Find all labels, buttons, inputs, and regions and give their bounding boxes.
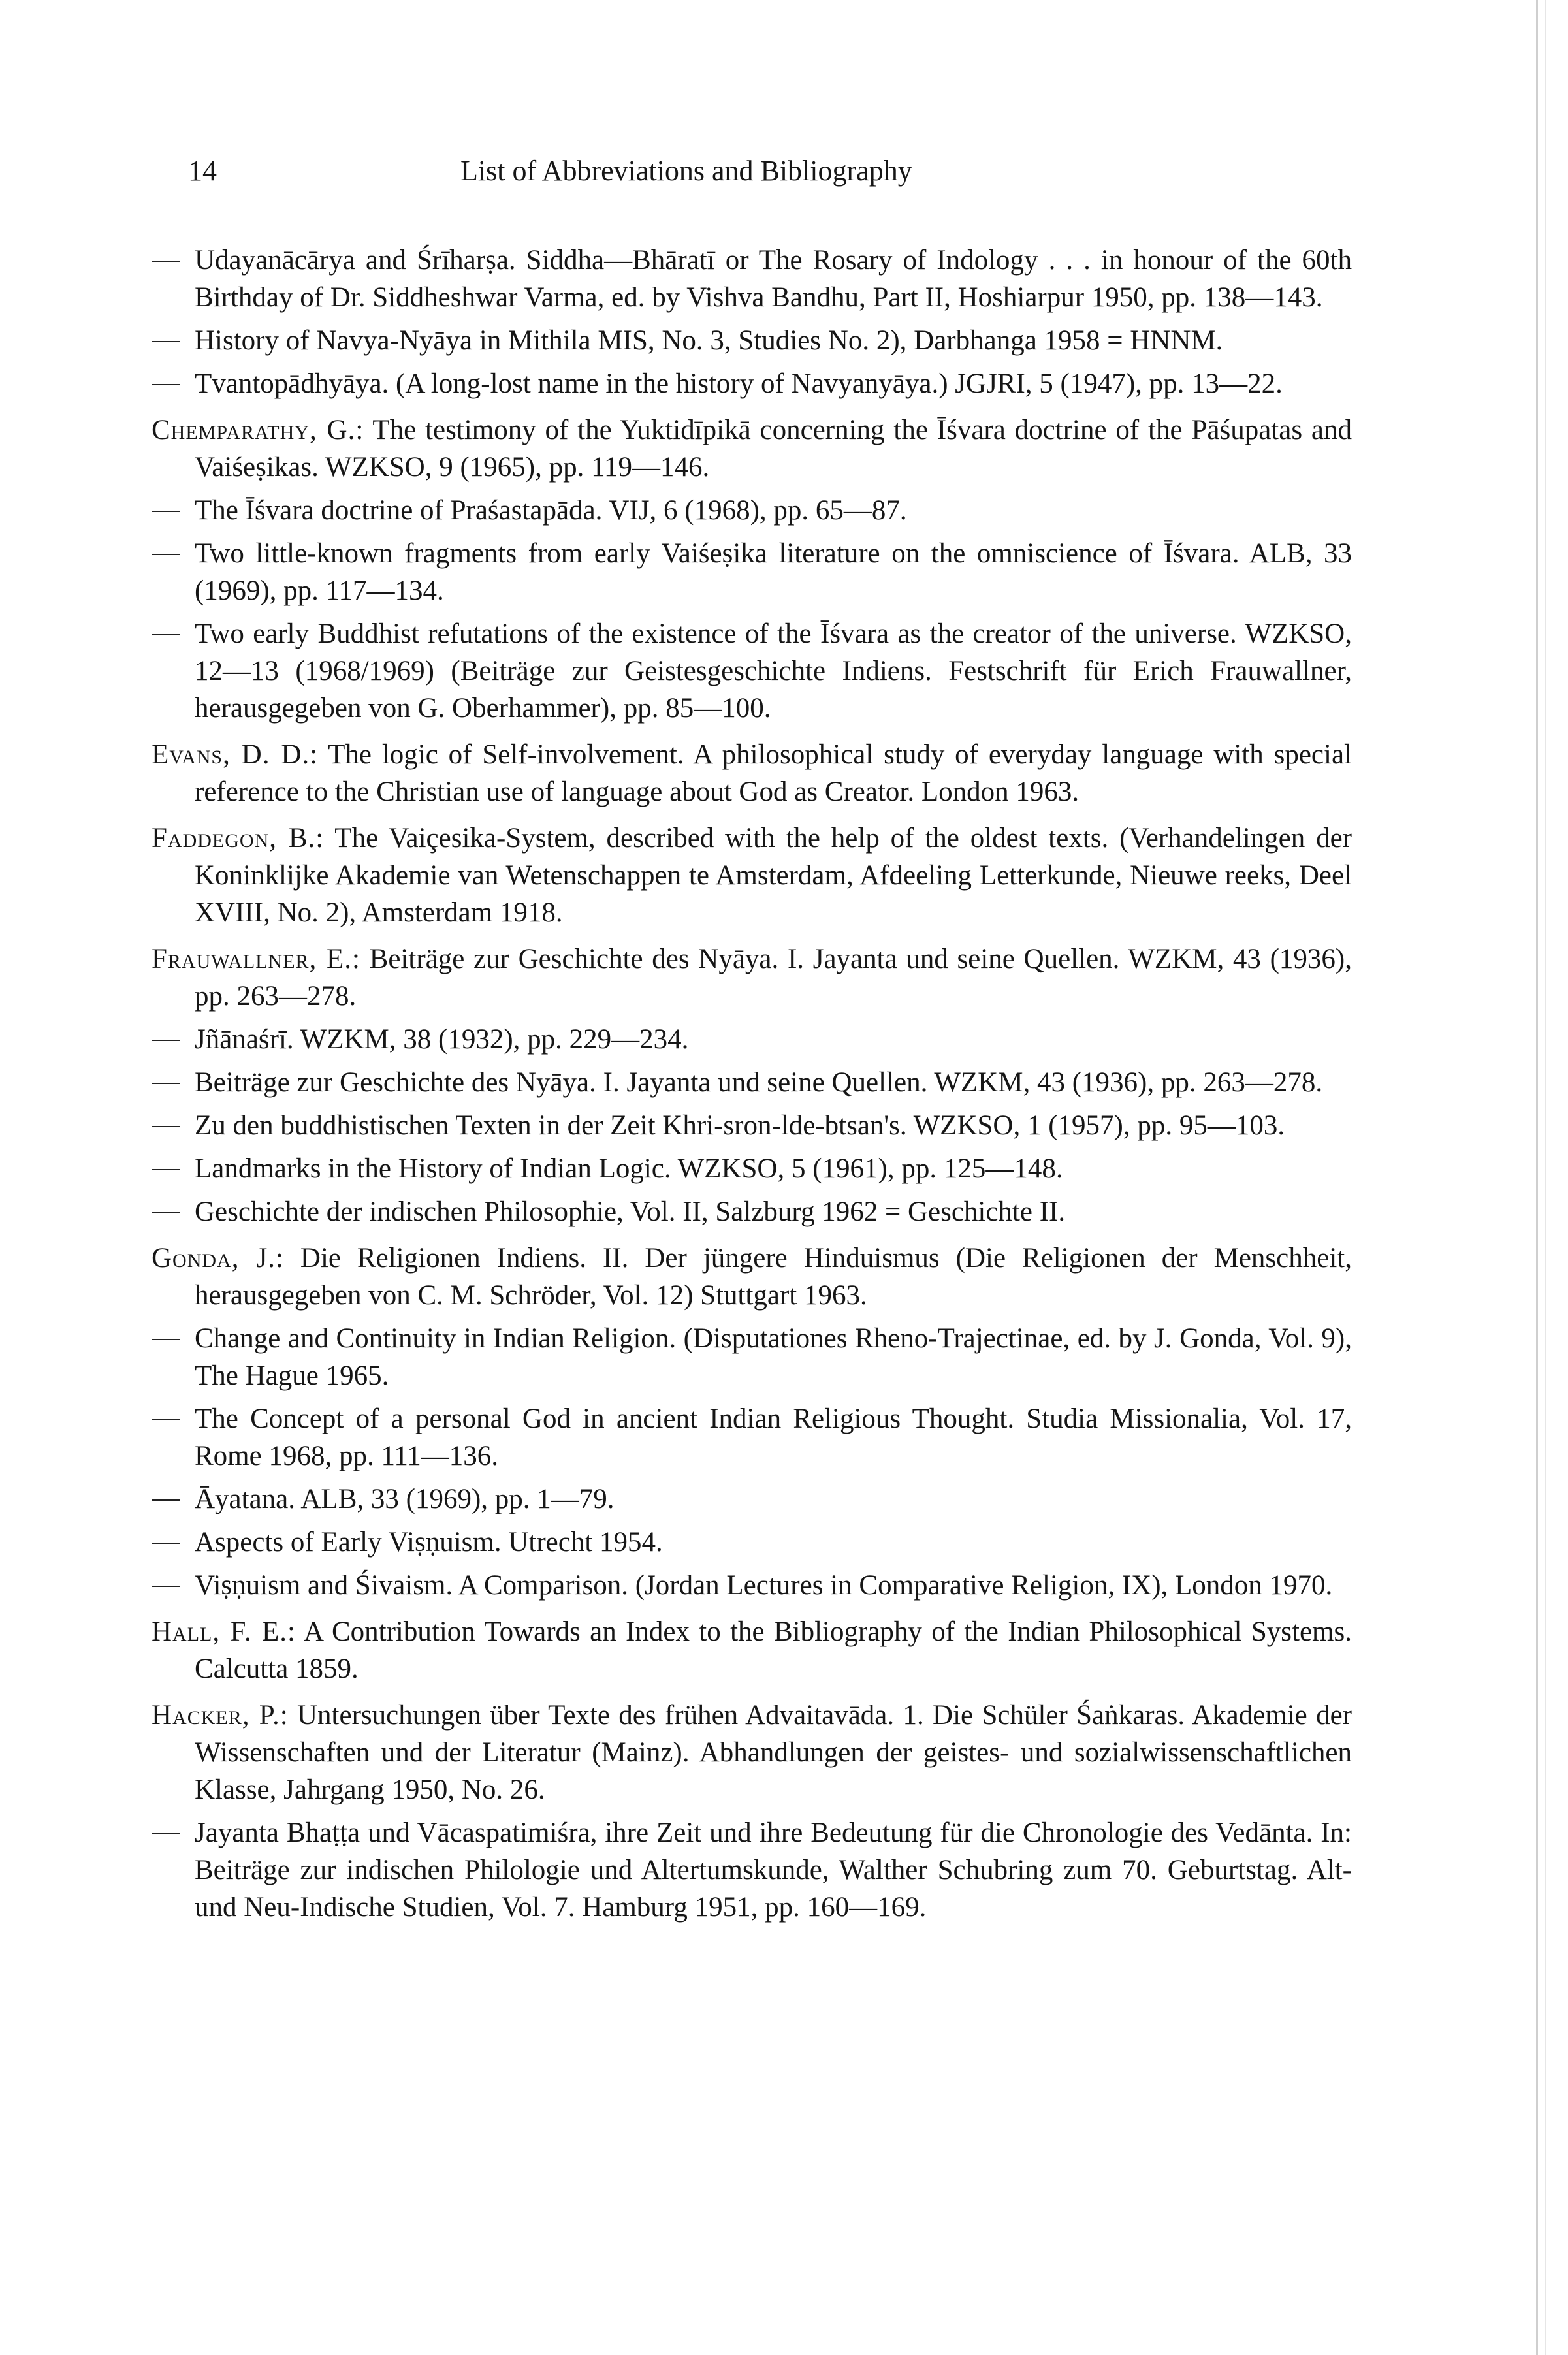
bibliography-entry	[152, 492, 1352, 529]
page-header	[0, 154, 1568, 193]
bibliography-entry	[152, 940, 1352, 1015]
entry-text: Beiträge zur Geschichte des Nyāya. I. Jayanta und seine Quellen. WZKM, 43 (1936), pp. 263—278.	[195, 944, 1352, 1012]
bibliography-entry	[152, 365, 1352, 402]
bibliography-entry	[152, 1320, 1352, 1394]
page-edge-line-secondary	[1545, 0, 1546, 2355]
page-edge-line	[1536, 0, 1538, 2355]
entry-text: The Īśvara doctrine of Praśastapāda. VIJ, 6 (1968), pp. 65—87.	[195, 495, 907, 526]
entry-text: Viṣṇuism and Śivaism. A Comparison. (Jordan Lectures in Comparative Religion, IX), London 1970.	[195, 1570, 1333, 1601]
bibliography-entry	[152, 1481, 1352, 1518]
entry-text: The Vaiçesika-System, described with the help of the oldest texts. (Verhandelingen der Koninklijke Akademie van Wetenschappen te Amsterdam, Afdeeling Letterkunde, Nieuwe reeks, Deel XVIII, No. 2), Amsterdam 1918.	[195, 823, 1352, 928]
page-number: 14	[188, 155, 217, 187]
repeat-author-dash	[152, 1567, 195, 1604]
bibliography-entry	[152, 1814, 1352, 1926]
entry-text: Aspects of Early Viṣṇuism. Utrecht 1954.	[195, 1527, 663, 1558]
repeat-author-dash	[152, 1320, 195, 1357]
repeat-author-dash	[152, 1814, 195, 1851]
bibliography-entry	[152, 736, 1352, 810]
bibliography-entry	[152, 1240, 1352, 1314]
repeat-author-dash	[152, 365, 195, 402]
entry-text: Landmarks in the History of Indian Logic. WZKSO, 5 (1961), pp. 125—148.	[195, 1153, 1063, 1184]
bibliography-entry	[152, 820, 1352, 931]
bibliography-entry	[152, 1400, 1352, 1475]
bibliography-entry	[152, 1107, 1352, 1144]
bibliography-entry	[152, 1064, 1352, 1101]
entry-author: Frauwallner, E.:	[152, 944, 360, 974]
entry-text: The testimony of the Yuktidīpikā concerning the Īśvara doctrine of the Pāśupatas and Vaiśeṣikas. WZKSO, 9 (1965), pp. 119—146.	[195, 415, 1352, 483]
entry-author: Hall, F. E.:	[152, 1616, 296, 1647]
entry-author: Chemparathy, G.:	[152, 415, 364, 445]
entry-text: A Contribution Towards an Index to the Bibliography of the Indian Philosophical Systems. Calcutta 1859.	[195, 1616, 1352, 1684]
repeat-author-dash	[152, 1107, 195, 1144]
entry-author: Evans, D. D.:	[152, 739, 319, 770]
bibliography-entry	[152, 1021, 1352, 1058]
entry-text: Udayanācārya and Śrīharṣa. Siddha—Bhāratī or The Rosary of Indology . . . in honour of the 60th Birthday of Dr. Siddheshwar Varma, ed. by Vishva Bandhu, Part II, Hoshiarpur 1950, pp. 138—143.	[195, 245, 1352, 313]
entry-author: Gonda, J.:	[152, 1243, 284, 1274]
entry-author: Hacker, P.:	[152, 1700, 289, 1731]
entry-text: Āyatana. ALB, 33 (1969), pp. 1—79.	[195, 1484, 615, 1514]
entry-text: Beiträge zur Geschichte des Nyāya. I. Jayanta und seine Quellen. WZKM, 43 (1936), pp. 263—278.	[195, 1067, 1323, 1098]
repeat-author-dash	[152, 322, 195, 359]
repeat-author-dash	[152, 1193, 195, 1230]
entry-text: History of Navya-Nyāya in Mithila MIS, No. 3, Studies No. 2), Darbhanga 1958 = HNNM.	[195, 325, 1223, 356]
repeat-author-dash	[152, 535, 195, 572]
repeat-author-dash	[152, 1400, 195, 1437]
bibliography-entry	[152, 1150, 1352, 1187]
entry-author: Faddegon, B.:	[152, 823, 325, 854]
bibliography-entry	[152, 322, 1352, 359]
entry-text: Two little-known fragments from early Vaiśeṣika literature on the omniscience of Īśvara. ALB, 33 (1969), pp. 117—134.	[195, 538, 1352, 606]
entry-text: Zu den buddhistischen Texten in der Zeit Khri-sron-lde-btsan's. WZKSO, 1 (1957), pp. 95—103.	[195, 1110, 1285, 1141]
bibliography-entry	[152, 411, 1352, 486]
entry-text: Change and Continuity in Indian Religion. (Disputationes Rheno-Trajectinae, ed. by J. Gonda, Vol. 9), The Hague 1965.	[195, 1323, 1352, 1391]
entry-text: Jayanta Bhaṭṭa und Vācaspatimiśra, ihre Zeit und ihre Bedeutung für die Chronologie des Vedānta. In: Beiträge zur indischen Philologie und Altertumskunde, Walther Schubring zum 70. Geburtstag. Alt- und Neu-Indische Studien, Vol. 7. Hamburg 1951, pp. 160—169.	[195, 1818, 1352, 1923]
repeat-author-dash	[152, 615, 195, 652]
entry-text: Untersuchungen über Texte des frühen Advaitavāda. 1. Die Schüler Śaṅkaras. Akademie der Wissenschaften und der Literatur (Mainz). Abhandlungen der geistes- und sozialwissenschaftlichen Klasse, Jahrgang 1950, No. 26.	[195, 1700, 1352, 1805]
entry-text: The logic of Self-involvement. A philosophical study of everyday language with special reference to the Christian use of language about God as Creator. London 1963.	[195, 739, 1352, 807]
bibliography-entry	[152, 1613, 1352, 1688]
entry-text: The Concept of a personal God in ancient Indian Religious Thought. Studia Missionalia, Vol. 17, Rome 1968, pp. 111—136.	[195, 1403, 1352, 1471]
entry-text: Tvantopādhyāya. (A long-lost name in the history of Navyanyāya.) JGJRI, 5 (1947), pp. 13—22.	[195, 368, 1283, 399]
bibliography-entry	[152, 242, 1352, 316]
bibliography-list	[152, 242, 1352, 1932]
repeat-author-dash	[152, 1481, 195, 1518]
bibliography-entry	[152, 535, 1352, 609]
repeat-author-dash	[152, 1524, 195, 1561]
bibliography-entry	[152, 615, 1352, 727]
repeat-author-dash	[152, 1150, 195, 1187]
bibliography-entry	[152, 1524, 1352, 1561]
entry-text: Jñānaśrī. WZKM, 38 (1932), pp. 229—234.	[195, 1024, 689, 1055]
repeat-author-dash	[152, 1064, 195, 1101]
bibliography-entry	[152, 1193, 1352, 1230]
repeat-author-dash	[152, 1021, 195, 1058]
entry-text: Die Religionen Indiens. II. Der jüngere Hinduismus (Die Religionen der Menschheit, herausgegeben von C. M. Schröder, Vol. 12) Stuttgart 1963.	[195, 1243, 1352, 1311]
bibliography-entry	[152, 1567, 1352, 1604]
running-title: List of Abbreviations and Bibliography	[460, 155, 912, 187]
entry-text: Two early Buddhist refutations of the existence of the Īśvara as the creator of the universe. WZKSO, 12—13 (1968/1969) (Beiträge zur Geistesgeschichte Indiens. Festschrift für Erich Frauwallner, herausgegeben von G. Oberhammer), pp. 85—100.	[195, 618, 1352, 724]
repeat-author-dash	[152, 242, 195, 279]
bibliography-entry	[152, 1697, 1352, 1808]
entry-text: Geschichte der indischen Philosophie, Vol. II, Salzburg 1962 = Geschichte II.	[195, 1196, 1066, 1227]
repeat-author-dash	[152, 492, 195, 529]
